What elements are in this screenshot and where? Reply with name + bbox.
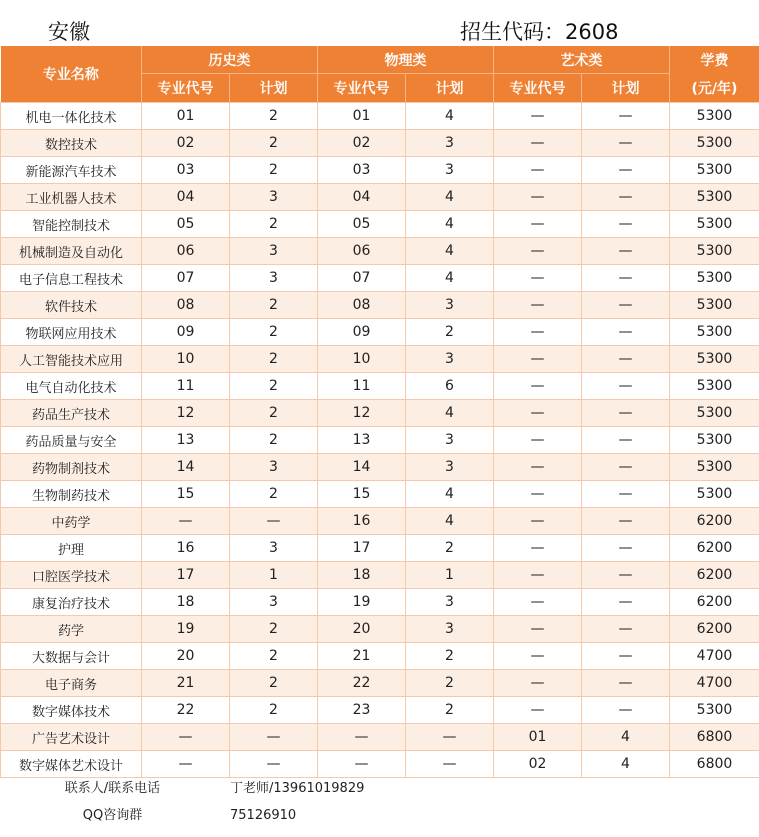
physics-code-cell: 04 [318,184,406,211]
qq-row [0,803,759,829]
tuition-cell: 5300 [670,427,759,454]
table-row [1,103,759,130]
major-name-cell: 数字媒体艺术设计 [1,751,142,778]
history-plan-cell: 2 [230,157,318,184]
major-name-cell: 机械制造及自动化 [1,238,142,265]
table-row [1,157,759,184]
qq-value: 75126910 [230,808,297,823]
major-name-cell: 药品质量与安全 [1,427,142,454]
physics-plan-cell: 2 [406,643,494,670]
physics-plan-cell: 4 [406,400,494,427]
history-plan-cell: 2 [230,319,318,346]
table-row [1,697,759,724]
major-name-cell: 人工智能技术应用 [1,346,142,373]
physics-code-cell: 21 [318,643,406,670]
table-row [1,292,759,319]
physics-code-cell: 18 [318,562,406,589]
history-plan-cell: 3 [230,265,318,292]
physics-plan-cell: 4 [406,481,494,508]
physics-code-cell: 16 [318,508,406,535]
title-bar [0,0,759,46]
history-code-cell: — [142,751,230,778]
major-name-cell: 广告艺术设计 [1,724,142,751]
table-row [1,616,759,643]
art-plan-cell: — [582,535,670,562]
major-name-cell: 药品生产技术 [1,400,142,427]
physics-code-cell: — [318,751,406,778]
table-row [1,346,759,373]
table-row [1,670,759,697]
table-row [1,589,759,616]
art-code-cell: — [494,400,582,427]
history-code-cell: 13 [142,427,230,454]
history-plan-cell: 3 [230,535,318,562]
table-row [1,427,759,454]
major-name-cell: 康复治疗技术 [1,589,142,616]
history-plan-cell: 2 [230,346,318,373]
art-plan-cell: — [582,346,670,373]
physics-plan-cell: — [406,751,494,778]
table-row [1,724,759,751]
table-row [1,751,759,778]
art-code-cell: — [494,265,582,292]
art-code-cell: 01 [494,724,582,751]
table-body [1,103,759,778]
history-plan-cell: — [230,724,318,751]
group-header-art: 艺术类 [494,46,670,74]
table-row [1,184,759,211]
art-code-cell: — [494,103,582,130]
table-row [1,211,759,238]
tuition-cell: 5300 [670,157,759,184]
table-row [1,373,759,400]
history-code-cell: 01 [142,103,230,130]
physics-plan-cell: 4 [406,184,494,211]
tuition-cell: 6200 [670,535,759,562]
col-header-fee-line1: 学费 [670,46,759,74]
major-name-cell: 电子信息工程技术 [1,265,142,292]
art-plan-cell: 4 [582,724,670,751]
table-row [1,562,759,589]
physics-code-cell: 20 [318,616,406,643]
physics-plan-cell: — [406,724,494,751]
art-code-cell: 02 [494,751,582,778]
art-plan-cell: — [582,265,670,292]
table-row [1,265,759,292]
history-code-cell: 16 [142,535,230,562]
physics-code-cell: 12 [318,400,406,427]
art-code-cell: — [494,616,582,643]
physics-plan-cell: 4 [406,238,494,265]
art-plan-cell: — [582,184,670,211]
physics-code-cell: 11 [318,373,406,400]
table-row [1,454,759,481]
history-code-cell: 11 [142,373,230,400]
art-plan-cell: — [582,616,670,643]
sub-header-art-plan: 计划 [582,74,670,103]
major-name-cell: 护理 [1,535,142,562]
art-code-cell: — [494,535,582,562]
table-row [1,130,759,157]
history-code-cell: 07 [142,265,230,292]
art-code-cell: — [494,697,582,724]
tuition-cell: 6200 [670,589,759,616]
contact-label: 联系人/联系电话 [64,781,161,796]
tuition-cell: 6200 [670,562,759,589]
sub-header-art-code: 专业代号 [494,74,582,103]
art-plan-cell: — [582,643,670,670]
physics-plan-cell: 2 [406,319,494,346]
history-plan-cell: 2 [230,211,318,238]
tuition-cell: 5300 [670,373,759,400]
major-name-cell: 药物制剂技术 [1,454,142,481]
history-plan-cell: 3 [230,454,318,481]
physics-code-cell: 22 [318,670,406,697]
art-plan-cell: — [582,238,670,265]
physics-code-cell: 10 [318,346,406,373]
history-code-cell: 12 [142,400,230,427]
major-name-cell: 生物制药技术 [1,481,142,508]
art-plan-cell: — [582,670,670,697]
major-name-cell: 智能控制技术 [1,211,142,238]
history-code-cell: — [142,508,230,535]
art-code-cell: — [494,319,582,346]
art-code-cell: — [494,508,582,535]
history-plan-cell: 3 [230,589,318,616]
history-code-cell: 14 [142,454,230,481]
art-code-cell: — [494,427,582,454]
physics-plan-cell: 3 [406,616,494,643]
art-code-cell: — [494,346,582,373]
art-code-cell: — [494,130,582,157]
major-name-cell: 大数据与会计 [1,643,142,670]
art-code-cell: — [494,292,582,319]
table-row [1,238,759,265]
art-code-cell: — [494,211,582,238]
art-plan-cell: — [582,373,670,400]
history-code-cell: 03 [142,157,230,184]
history-code-cell: — [142,724,230,751]
province-title: 安徽 [48,20,90,44]
major-name-cell: 机电一体化技术 [1,103,142,130]
major-name-cell: 数字媒体技术 [1,697,142,724]
tuition-cell: 5300 [670,103,759,130]
physics-plan-cell: 2 [406,697,494,724]
history-plan-cell: 2 [230,643,318,670]
major-name-cell: 物联网应用技术 [1,319,142,346]
art-plan-cell: — [582,103,670,130]
sub-header-physics-code: 专业代号 [318,74,406,103]
physics-code-cell: 09 [318,319,406,346]
table-row [1,643,759,670]
physics-code-cell: — [318,724,406,751]
tuition-cell: 6200 [670,508,759,535]
col-header-fee-line2: (元/年) [670,74,759,103]
history-plan-cell: 2 [230,427,318,454]
art-plan-cell: — [582,211,670,238]
history-code-cell: 21 [142,670,230,697]
physics-code-cell: 03 [318,157,406,184]
tuition-cell: 5300 [670,346,759,373]
contact-value: 丁老师/13961019829 [230,781,365,796]
physics-plan-cell: 3 [406,346,494,373]
sub-header-physics-plan: 计划 [406,74,494,103]
history-plan-cell: 2 [230,670,318,697]
history-code-cell: 04 [142,184,230,211]
history-plan-cell: 2 [230,400,318,427]
art-code-cell: — [494,562,582,589]
table-row [1,481,759,508]
art-plan-cell: — [582,697,670,724]
tuition-cell: 5300 [670,697,759,724]
physics-code-cell: 19 [318,589,406,616]
sub-header-history-code: 专业代号 [142,74,230,103]
art-code-cell: — [494,157,582,184]
art-code-cell: — [494,184,582,211]
history-plan-cell: 3 [230,184,318,211]
art-plan-cell: — [582,481,670,508]
major-name-cell: 电子商务 [1,670,142,697]
tuition-cell: 5300 [670,211,759,238]
tuition-cell: 5300 [670,319,759,346]
tuition-cell: 5300 [670,400,759,427]
physics-code-cell: 15 [318,481,406,508]
art-plan-cell: — [582,157,670,184]
art-plan-cell: — [582,292,670,319]
physics-plan-cell: 1 [406,562,494,589]
enrollment-code: 招生代码：2608 [460,20,619,44]
table-row [1,535,759,562]
history-plan-cell: 3 [230,238,318,265]
table-row [1,319,759,346]
art-code-cell: — [494,481,582,508]
tuition-cell: 5300 [670,130,759,157]
art-plan-cell: — [582,319,670,346]
physics-code-cell: 06 [318,238,406,265]
physics-code-cell: 23 [318,697,406,724]
contact-row [0,776,759,802]
art-code-cell: — [494,373,582,400]
art-code-cell: — [494,643,582,670]
physics-code-cell: 08 [318,292,406,319]
history-code-cell: 06 [142,238,230,265]
physics-code-cell: 13 [318,427,406,454]
major-name-cell: 数控技术 [1,130,142,157]
history-code-cell: 22 [142,697,230,724]
history-code-cell: 09 [142,319,230,346]
major-name-cell: 新能源汽车技术 [1,157,142,184]
history-code-cell: 05 [142,211,230,238]
history-plan-cell: 2 [230,292,318,319]
physics-plan-cell: 3 [406,130,494,157]
history-plan-cell: 2 [230,103,318,130]
physics-code-cell: 02 [318,130,406,157]
history-code-cell: 02 [142,130,230,157]
major-name-cell: 口腔医学技术 [1,562,142,589]
art-code-cell: — [494,238,582,265]
physics-plan-cell: 6 [406,373,494,400]
physics-plan-cell: 4 [406,265,494,292]
tuition-cell: 6200 [670,616,759,643]
art-plan-cell: — [582,427,670,454]
physics-plan-cell: 2 [406,670,494,697]
history-code-cell: 20 [142,643,230,670]
major-name-cell: 药学 [1,616,142,643]
art-code-cell: — [494,670,582,697]
physics-plan-cell: 3 [406,157,494,184]
history-plan-cell: — [230,508,318,535]
physics-plan-cell: 3 [406,292,494,319]
physics-code-cell: 07 [318,265,406,292]
tuition-cell: 6800 [670,751,759,778]
art-plan-cell: — [582,589,670,616]
col-header-major: 专业名称 [1,46,142,103]
major-name-cell: 工业机器人技术 [1,184,142,211]
table-row [1,508,759,535]
tuition-cell: 5300 [670,292,759,319]
tuition-cell: 4700 [670,670,759,697]
tuition-cell: 5300 [670,238,759,265]
physics-plan-cell: 3 [406,589,494,616]
history-code-cell: 18 [142,589,230,616]
physics-code-cell: 14 [318,454,406,481]
history-code-cell: 08 [142,292,230,319]
history-code-cell: 10 [142,346,230,373]
history-code-cell: 19 [142,616,230,643]
sub-header-history-plan: 计划 [230,74,318,103]
history-plan-cell: 2 [230,130,318,157]
physics-plan-cell: 4 [406,103,494,130]
physics-code-cell: 01 [318,103,406,130]
physics-plan-cell: 2 [406,535,494,562]
physics-code-cell: 05 [318,211,406,238]
physics-plan-cell: 4 [406,508,494,535]
major-name-cell: 软件技术 [1,292,142,319]
header-row-groups [1,46,759,74]
history-plan-cell: 2 [230,616,318,643]
tuition-cell: 4700 [670,643,759,670]
history-plan-cell: — [230,751,318,778]
enrollment-plan-table [0,46,759,778]
history-code-cell: 17 [142,562,230,589]
physics-code-cell: 17 [318,535,406,562]
major-name-cell: 中药学 [1,508,142,535]
table-row [1,400,759,427]
physics-plan-cell: 4 [406,211,494,238]
tuition-cell: 5300 [670,265,759,292]
art-plan-cell: 4 [582,751,670,778]
art-plan-cell: — [582,400,670,427]
history-plan-cell: 2 [230,697,318,724]
history-plan-cell: 2 [230,373,318,400]
art-plan-cell: — [582,130,670,157]
history-code-cell: 15 [142,481,230,508]
qq-label: QQ咨询群 [82,808,143,823]
tuition-cell: 6800 [670,724,759,751]
tuition-cell: 5300 [670,184,759,211]
physics-plan-cell: 3 [406,427,494,454]
art-code-cell: — [494,454,582,481]
tuition-cell: 5300 [670,454,759,481]
art-plan-cell: — [582,562,670,589]
group-header-physics: 物理类 [318,46,494,74]
tuition-cell: 5300 [670,481,759,508]
major-name-cell: 电气自动化技术 [1,373,142,400]
physics-plan-cell: 3 [406,454,494,481]
group-header-history: 历史类 [142,46,318,74]
art-plan-cell: — [582,454,670,481]
art-plan-cell: — [582,508,670,535]
history-plan-cell: 1 [230,562,318,589]
history-plan-cell: 2 [230,481,318,508]
art-code-cell: — [494,589,582,616]
